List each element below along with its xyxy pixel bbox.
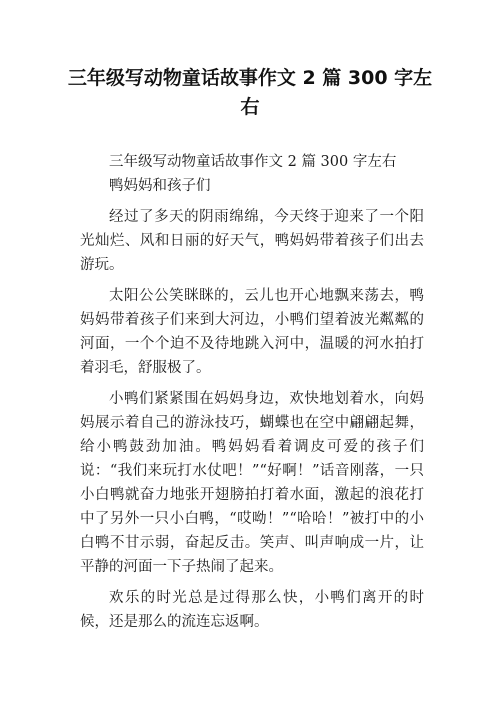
document-title: 三年级写动物童话故事作文 2 篇 300 字左右 xyxy=(67,67,433,118)
paragraph: 欢乐的时光总是过得那么快，小鸭们离开的时候，还是那么的流连忘返啊。 xyxy=(80,590,424,630)
paragraph: 太阳公公笑眯眯的，云儿也开心地飘来荡去，鸭妈妈带着孩子们来到大河边，小鸭们望着波光粼粼的河面，一个个迫不及待地跳入河中，温暖的河水拍打着羽毛，舒服极了。 xyxy=(80,288,424,376)
paragraph: 小鸭们紧紧围在妈妈身边，欢快地划着水，向妈妈展示着自己的游泳技巧，蝴蝶也在空中翩翩起舞，给小鸭鼓劲加油。鸭妈妈看着调皮可爱的孩子们说：“我们来玩打水仗吧！”“好啊！”话音刚落，一只小白鸭就奋力地张开翅膀拍打着水面，激起的浪花打中了另外一只小白鸭，“哎呦！”“哈哈！”被打中的小白鸭不甘示弱，奋起反击。笑声、叫声响成一片，让平静的河面一下子热闹了起来。 xyxy=(80,391,424,575)
story-title: 鸭妈妈和孩子们 xyxy=(109,178,211,194)
document-body xyxy=(80,150,424,641)
paragraph: 经过了多天的阴雨绵绵，今天终于迎来了一个阳光灿烂、风和日丽的好天气，鸭妈妈带着孩子们出去游玩。 xyxy=(80,209,424,273)
essay-subtitle: 三年级写动物童话故事作文 2 篇 300 字左右 xyxy=(109,154,397,170)
